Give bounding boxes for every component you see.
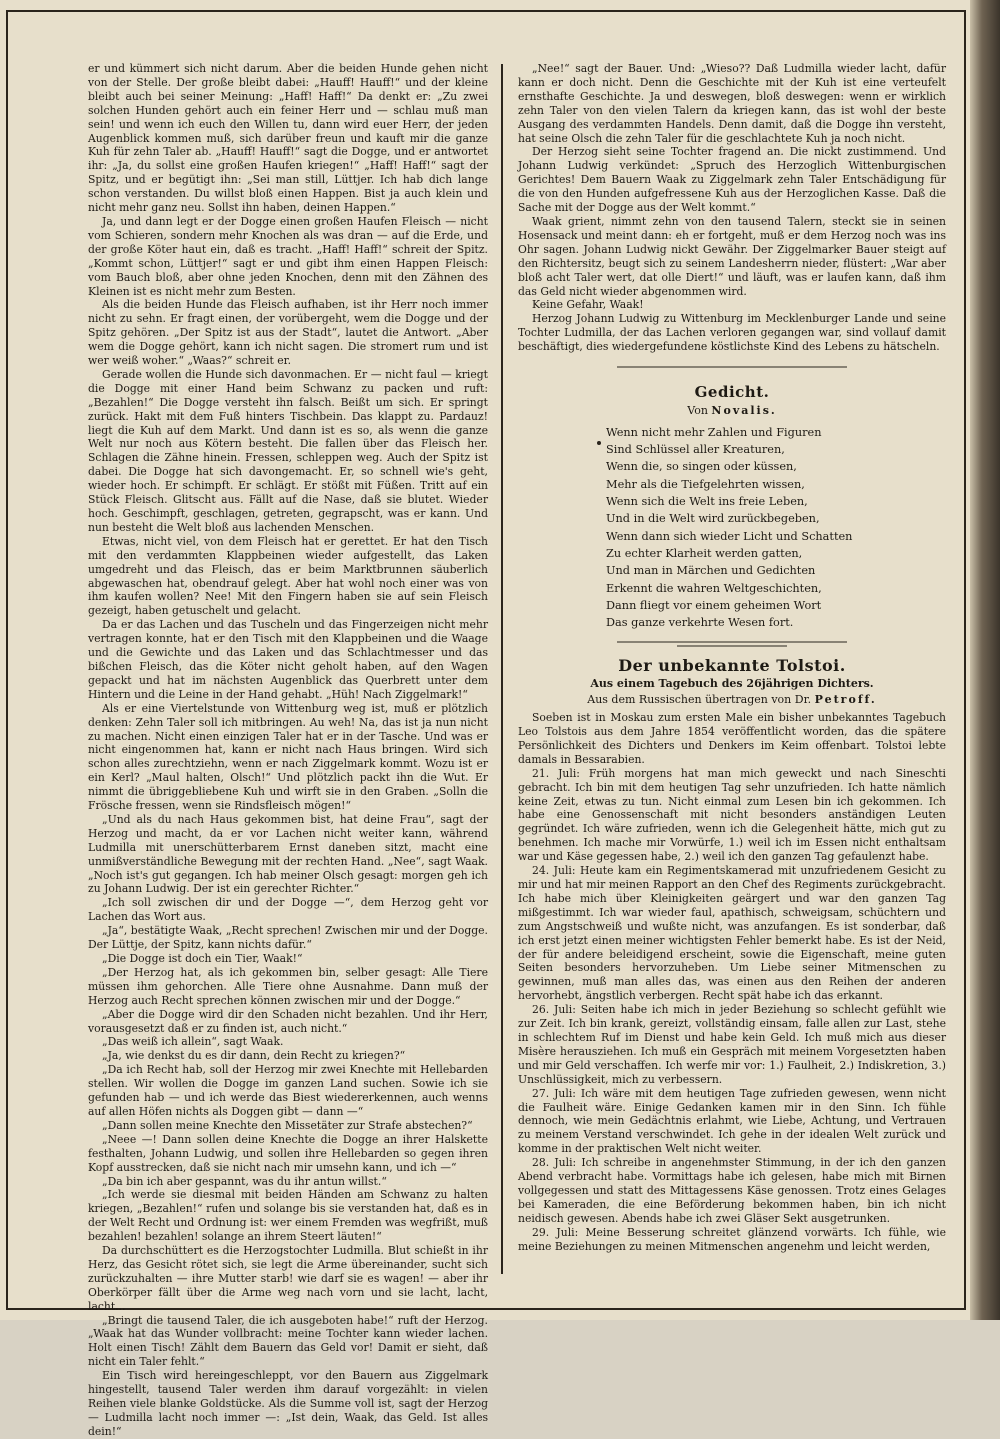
diary-paragraph: 24. Juli: Heute kam ein Regimentskamerad mit unzufriedenem Gesicht zu mir und hat mir meinen Rapport an den Chef des Regiments zurückgebracht. Ich habe mich über Kleinigkeiten geärgert und war den ganzen Tag mißgestimmt. Ich war wieder faul, apathisch, schweigsam, schüchtern und zum Angstschweiß und wußte nicht, was anzufangen. Es ist sonderbar, daß ich erst jetzt einen meiner wichtigsten Fehler bemerkt habe. Es ist der Neid, der für andere beleidigend erscheint, sowie die Eigenschaft, meine guten Seiten besonders hervorzuheben. Um Liebe seiner Mitmenschen zu gewinnen, muß man alles das, was einen aus den Reihen der anderen hervorhebt, ängstlich verbergen. Recht spät habe ich das erkannt.	[518, 864, 946, 1003]
story-paragraph: er und kümmert sich nicht darum. Aber die beiden Hunde gehen nicht von der Stelle. Der große bleibt dabei: „Hauff! Hauff!“ und der kleine bleibt auch bei seiner Meinung: „Haff! Haff!“ Da denkt er: „Zu zwei solchen Hunden gehört auch ein feiner Herr und — schlau muß man sein! und wenn ich euch den Willen tu, dann wird euer Herr, der jeden Augenblick kommen muß, sich darüber freun und kauft mir die ganze Kuh für zehn Taler ab. „Hauff! Hauff!“ sagt die Dogge, und er antwortet ihr: „Ja, du sollst eine großen Haufen kriegen!“ „Haff! Haff!“ sagt der Spitz, und er begütigt ihn: „Sei man still, Lüttjer. Ich hab dich lange schon verstanden. Du willst bloß einen Happen. Bist ja auch klein und nicht mehr ganz neu. Sollst ihn haben, deinen Happen.“	[88, 62, 488, 215]
poem-line: Wenn dann sich wieder Licht und Schatten	[606, 529, 853, 543]
diary-paragraph: 26. Juli: Seiten habe ich mich in jeder Beziehung so schlecht gefühlt wie zur Zeit. Ich bin krank, gereizt, vollständig einsam, falle allen zur Last, stehe in schlechtem Ruf im Dienst und habe kein Geld. Ich muß mich aus dieser Misère herausziehen. Ich muß ein Gespräch mit meinem Vorgesetzten haben und mir Geld verschaffen. Ich werfe mir vor: 1.) Faulheit, 2.) Indiskretion, 3.) Unschlüssigkeit, mich zu verbessern.	[518, 1003, 946, 1086]
story-paragraph: „Da bin ich aber gespannt, was du ihr antun willst.“	[102, 1174, 387, 1188]
poem-line: Das ganze verkehrte Wesen fort.	[606, 616, 794, 630]
poem-line: Wenn sich die Welt ins freie Leben,	[606, 495, 808, 509]
story-paragraph: Als die beiden Hunde das Fleisch aufhaben, ist ihr Herr noch immer nicht zu sehn. Er fragt einen, der vorübergeht, wem die Dogge und der Spitz gehören. „Der Spitz ist aus der Stadt“, lautet die Antwort. „Aber wem die Dogge gehört, kann ich nicht sagen. Die stromert rum und ist wer weiß woher.“ „Waas?“ schreit er.	[88, 298, 488, 368]
poem-line: Sind Schlüssel aller Kreaturen,	[606, 443, 785, 457]
section-divider-ornament	[617, 639, 847, 649]
poem-author-name: Novalis.	[711, 403, 777, 417]
story-paragraph: „Da ich Recht hab, soll der Herzog mir zwei Knechte mit Hellebarden stellen. Wir wollen die Dogge im ganzen Land suchen. Sowie ich sie gefunden hab — und ich werde das Biest wiedererkennen, auch wenns auf allen Höfen nichts als Doggen gibt — dann —“	[88, 1063, 488, 1118]
poem-text	[606, 424, 946, 632]
story-paragraph: Ein Tisch wird hereingeschleppt, vor den Bauern aus Ziggelmark hingestellt, tausend Taler werden ihm darauf vorgezählt: in vielen Reihen viele blanke Goldstücke. Als die Summe voll ist, sagt der Herzog — Ludmilla lacht noch immer —: „Ist dein, Waak, das Geld. Ist alles dein!“	[88, 1369, 488, 1438]
book-binding-edge	[970, 0, 1000, 1320]
story-conclusion	[518, 62, 946, 354]
story-paragraph: Waak grient, nimmt zehn von den tausend Talern, steckt sie in seinen Hosensack und meint dann: eh er fortgeht, muß er dem Herzog noch was ins Ohr sagen. Johann Ludwig nickt Gewähr. Der Ziggelmarker Bauer steigt auf den Richtersitz, beugt sich zu seinem Landesherrn nieder, flüstert: „War aber bloß acht Taler wert, dat olle Diert!“ und läuft, was er laufen kann, daß ihm das Geld nicht wieder abgenommen wird.	[518, 214, 946, 298]
story-paragraph: „Und als du nach Haus gekommen bist, hat deine Frau“, sagt der Herzog und macht, da er vor Lachen nicht weiter kann, während Ludmilla mit unerschütterbarem Ernst daneben sitzt, macht eine unmißverständliche Bewegung mit der rechten Hand. „Nee“, sagt Waak. „Noch ist's gut gegangen. Ich hab meiner Olsch gesagt: morgen geh ich zu Johann Ludwig. Der ist ein gerechter Richter.“	[88, 812, 488, 896]
diary-paragraph: 21. Juli: Früh morgens hat man mich geweckt und nach Sineschti gebracht. Ich bin mit dem heutigen Tag sehr unzufrieden. Ich hatte nämlich keine Zeit, etwas zu tun. Nicht einmal zum Lesen bin ich gekommen. Ich habe eine Genossenschaft mit nicht besonders anständigen Leuten gegründet. Ich wäre zufrieden, wenn ich die Gelegenheit hätte, mich gut zu benehmen. Ich mache mir Vorwürfe, 1.) weil ich im Essen nicht enthaltsam war und Käse gegessen habe, 2.) weil ich den ganzen Tag gefaulenzt habe.	[518, 766, 946, 864]
story-paragraph: „Dann sollen meine Knechte den Missetäter zur Strafe abstechen?“	[102, 1118, 473, 1132]
story-paragraph: Etwas, nicht viel, von dem Fleisch hat er gerettet. Er hat den Tisch mit den verdammten Klappbeinen wieder aufgestellt, das Laken umgedreht und das Fleisch, das er beim Marktbrunnen säuberlich abgewaschen hat, obendrauf gelegt. Aber hat wohl noch einer was von ihm kaufen wollen? Nee! Mit den Fingern haben sie auf sein Fleisch gezeigt, haben getuschelt und gelacht.	[88, 534, 488, 618]
translator-name: Petroff.	[814, 693, 877, 707]
translator-prefix: Aus dem Russischen übertragen von Dr.	[587, 693, 812, 707]
story-paragraph: Da er das Lachen und das Tuscheln und das Fingerzeigen nicht mehr vertragen konnte, hat er den Tisch mit den Klappbeinen und die Waage und die Gewichte und das Laken und das Schlachtmesser und das bißchen Fleisch, das die Köter nicht geholt haben, auf den Wagen gepackt und hat im nächsten Augenblick das Querbrett unter dem Hintern und die Leine in der Hand gehabt. „Hüh! Nach Ziggelmark!“	[88, 618, 488, 701]
story-paragraph: „Ja, wie denkst du es dir dann, dein Recht zu kriegen?“	[102, 1049, 406, 1063]
story-paragraph: „Nee!“ sagt der Bauer. Und: „Wieso?? Daß Ludmilla wieder lacht, dafür kann er doch nicht. Denn die Geschichte mit der Kuh ist eine verteufelt ernsthafte Geschichte. Ja und deswegen, bloß deswegen: wenn er wirklich zehn Taler von den vielen Talern da kriegen kann, das ist wohl der beste Ausgang des verdammten Handels. Denn damit, daß die Dogge ihn versteht, hat seine Olsch die zehn Taler für die geschlachtete Kuh ja noch nicht.	[518, 62, 946, 145]
diary-paragraph: 29. Juli: Meine Besserung schreitet glänzend vorwärts. Ich fühle, wie meine Beziehungen zu meinen Mitmenschen angenehm und leicht werden,	[518, 1225, 946, 1253]
article-translator	[518, 693, 946, 707]
story-paragraph: „Aber die Dogge wird dir den Schaden nicht bezahlen. Und ihr Herr, vorausgesetzt daß er zu finden ist, auch nicht.“	[88, 1007, 488, 1035]
story-paragraph: Keine Gefahr, Waak!	[532, 298, 644, 312]
poem-author	[518, 404, 946, 418]
right-column	[518, 62, 946, 1252]
story-paragraph: Da durchschüttert es die Herzogstochter Ludmilla. Blut schießt in ihr Herz, das Gesicht rötet sich, sie legt die Arme übereinander, sucht sich zurückzuhalten — ihre Mutter starb! wie darf sie es wagen! — aber ihr Oberkörper fällt über die Arme weg nach vorn und sie lacht, lacht, lacht...	[88, 1244, 488, 1313]
section-divider-ornament	[617, 362, 847, 372]
story-paragraph: „Ich soll zwischen dir und der Dogge —“, dem Herzog geht vor Lachen das Wort aus.	[88, 896, 488, 924]
story-paragraph: Ja, und dann legt er der Dogge einen großen Haufen Fleisch — nicht vom Schieren, sondern mehr Knochen als was dran — auf die Erde, und der große Köter haut ein, daß es tracht. „Haff! Haff!“ schreit der Spitz. „Kommt schon, Lüttjer!“ sagt er und gibt ihm einen Happen Fleisch: vom Bauch bloß, aber ohne jeden Knochen, denn mit den Zähnen des Kleinen ist es nicht mehr zum Besten.	[88, 214, 488, 298]
poem-line: Wenn nicht mehr Zahlen und Figuren	[606, 425, 822, 439]
story-paragraph: „Bringt die tausend Taler, die ich ausgeboten habe!“ ruft der Herzog. „Waak hat das Wunder vollbracht: meine Tochter kann wieder lachen. Holt einen Tisch! Zählt dem Bauern das Geld vor! Damit er sieht, daß nicht ein Taler fehlt.“	[88, 1313, 488, 1369]
story-paragraph: „Die Dogge ist doch ein Tier, Waak!“	[102, 952, 303, 965]
article-title: Der unbekannte Tolstoi.	[618, 656, 846, 676]
diary-paragraph: Soeben ist in Moskau zum ersten Male ein bisher unbekanntes Tagebuch Leo Tolstois aus dem Jahre 1854 veröffentlicht worden, das die spätere Persönlichkeit des Dichters und Denkers im Keim offenbart. Tolstoi lebte damals in Bessarabien.	[518, 711, 946, 766]
diary-paragraph: 27. Juli: Ich wäre mit dem heutigen Tage zufrieden gewesen, wenn nicht die Faulheit wäre. Einige Gedanken kamen mir in den Sinn. Ich fühle dennoch, wie mein Gedächtnis erlahmt, wie Liebe, Achtung, und Vertrauen zu meinem Verstand verschwindet. Ich gehe in der idealen Welt zurück und komme in der praktischen Welt nicht weiter.	[518, 1086, 946, 1156]
column-divider	[501, 64, 503, 1274]
story-paragraph: Als er eine Viertelstunde von Wittenburg weg ist, muß er plötzlich denken: Zehn Taler soll ich mitbringen. Au weh! Na, das ist ja nun nicht zu machen. Nicht einen einzigen Taler hat er in der Tasche. Und was er nicht eingenommen hat, kann er nicht nach Haus bringen. Wird sich schon alles zurechtziehn, wenn er nach Ziggelmark kommt. Wozu ist er ein Kerl? „Maul halten, Olsch!“ Und plötzlich packt ihn die Wut. Er nimmt die übriggebliebene Kuh und wirft sie in den Graben. „Solln die Frösche fressen, wenn sie Rindsfleisch mögen!“	[88, 701, 488, 813]
story-paragraph: „Neee —! Dann sollen deine Knechte die Dogge an ihrer Halskette festhalten, Johann Ludwig, und sollen ihre Hellebarden so gegen ihren Kopf ausstrecken, daß sie nicht nach mir umsehn kann, und ich —“	[88, 1132, 488, 1174]
poem-title: Gedicht.	[694, 383, 770, 402]
article-subtitle: Aus einem Tagebuch des 26jährigen Dichters.	[590, 677, 874, 691]
poem-author-prefix: Von	[687, 403, 708, 417]
story-paragraph: „Der Herzog hat, als ich gekommen bin, selber gesagt: Alle Tiere müssen ihm gehorchen. Alle Tiere ohne Ausnahme. Dann muß der Herzog auch Recht sprechen können zwischen mir und der Dogge.“	[88, 965, 488, 1007]
story-column-left	[88, 62, 488, 1438]
story-paragraph: „Das weiß ich allein“, sagt Waak.	[102, 1035, 284, 1049]
story-paragraph: „Ja“, bestätigte Waak, „Recht sprechen! Zwischen mir und der Dogge. Der Lüttje, der Spitz, kann nichts dafür.“	[88, 924, 488, 952]
poem-line: Dann fliegt vor einem geheimen Wort	[606, 598, 822, 612]
story-paragraph: „Ich werde sie diesmal mit beiden Händen am Schwanz zu halten kriegen, „Bezahlen!“ rufen und solange bis sie verstanden hat, daß es in der Welt Recht und Ordnung ist: wer einem Fremden was wegfrißt, muß bezahlen! bezahlen! solange an ihrem Steert läuten!“	[88, 1188, 488, 1244]
poem-line: Erkennt die wahren Weltgeschichten,	[606, 581, 822, 595]
poem-line: Und in die Welt wird zurückbegeben,	[606, 512, 820, 526]
poem-line: Zu echter Klarheit werden gatten,	[606, 546, 803, 560]
poem-line: Und man in Märchen und Gedichten	[606, 564, 816, 578]
story-paragraph: Gerade wollen die Hunde sich davonmachen. Er — nicht faul — kriegt die Dogge mit einer Hand beim Schwanz zu packen und ruft: „Bezahlen!“ Die Dogge versteht ihn falsch. Beißt um sich. Er springt zurück. Hakt mit dem Fuß hinters Tischbein. Das klappt zu. Pardauz! liegt die Kuh auf dem Markt. Und dann ist es so, als wenn die ganze Welt nur noch aus Kötern besteht. Die fallen über das Fleisch her. Schlagen die Zähne hinein. Fressen, schleppen weg. Auch der Spitz ist dabei. Die Dogge hat sich davongemacht. Er, so schnell wie's geht, wieder hoch. Er schimpft. Er schlägt. Er stößt mit Füßen. Tritt auf ein Stück Fleisch. Glitscht aus. Fällt auf die Nase, daß sie blutet. Wieder hoch. Geschimpft, geschlagen, getreten, gegrapscht, was er kann. Und nun besteht die Welt bloß aus lachenden Menschen.	[88, 367, 488, 534]
diary-paragraph: 28. Juli: Ich schreibe in angenehmster Stimmung, in der ich den ganzen Abend verbracht habe. Vormittags habe ich gelesen, habe mich mit Birnen vollgegessen und statt des Mittagessens Käse genossen. Trotz eines Gelages bei Kameraden, die eine Beförderung bekommen haben, bin ich nicht neidisch gewesen. Abends habe ich zwei Gläser Sekt ausgetrunken.	[518, 1156, 946, 1225]
story-paragraph: Der Herzog sieht seine Tochter fragend an. Die nickt zustimmend. Und Johann Ludwig verkündet: „Spruch des Herzoglich Wittenburgischen Gerichtes! Dem Bauern Waak zu Ziggelmark zehn Taler Entschädigung für die von den Hunden aufgefressene Kuh aus der Herzoglichen Kasse. Daß die Sache mit der Dogge aus der Welt kommt.“	[518, 145, 946, 215]
poem-line: Mehr als die Tiefgelehrten wissen,	[606, 477, 805, 491]
poem-line: Wenn die, so singen oder küssen,	[606, 460, 797, 474]
article-body	[518, 711, 946, 1253]
story-paragraph: Herzog Johann Ludwig zu Wittenburg im Mecklenburger Lande und seine Tochter Ludmilla, der das Lachen verloren gegangen war, sind vollauf damit beschäftigt, dies wiedergefundene köstlichste Kind des Lebens zu hätscheln.	[518, 312, 946, 354]
